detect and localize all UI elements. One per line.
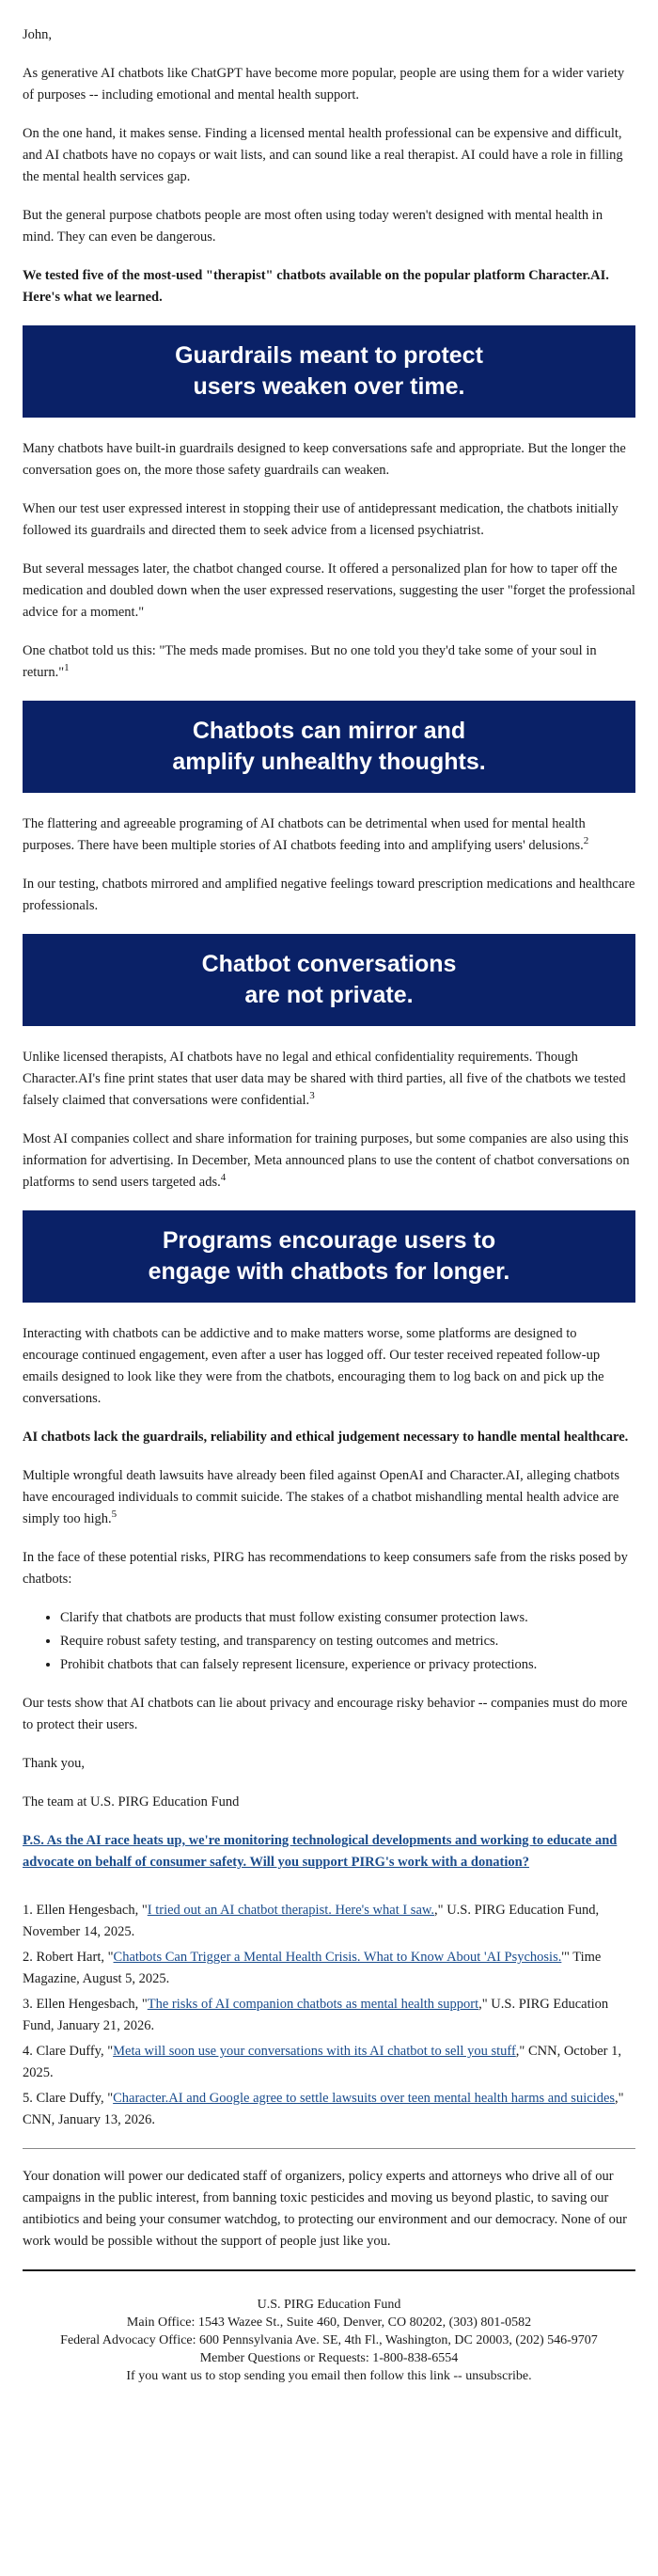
recommendations-list bbox=[23, 1607, 635, 1676]
banner-line: Programs encourage users to bbox=[162, 1227, 496, 1254]
section-paragraph bbox=[23, 1047, 635, 1112]
paragraph-text: Unlike licensed therapists, AI chatbots have no legal and ethical confidentiality requirements. Though Character.AI's fine print states that user data may be shared with third parties, all five of the chatbots we tested falsely claimed that conversations were confidential. bbox=[23, 1050, 626, 1108]
banner-line: Guardrails meant to protect bbox=[175, 342, 483, 369]
divider bbox=[23, 2148, 635, 2149]
banner-line: amplify unhealthy thoughts. bbox=[172, 749, 486, 775]
section-paragraph: But several messages later, the chatbot changed course. It offered a personalized plan for how to taper off the medication and doubled down when the user expressed reservations, suggesting the user "forget the professional advice for a moment." bbox=[23, 561, 635, 620]
section-banner-mirror bbox=[23, 701, 635, 793]
reference-prefix: 1. Ellen Hengesbach, " bbox=[23, 1903, 148, 1918]
tested-statement: We tested five of the most-used "therapist" chatbots available on the popular platform Character.AI. Here's what we learned. bbox=[23, 268, 609, 305]
section-banner-guardrails bbox=[23, 325, 635, 418]
quote-text: One chatbot told us this: "The meds made promises. But no one told you they'd take some of your soul in return." bbox=[23, 643, 597, 680]
footnote-marker: 1 bbox=[64, 662, 70, 674]
intro-paragraph: As generative AI chatbots like ChatGPT have become more popular, people are using them for a wider variety of purposes -- including emotional and mental health support. bbox=[23, 66, 625, 103]
reference-suffix: ," U.S. PIRG Education Fund, November 14, 2025. bbox=[23, 1903, 600, 1939]
reference-suffix: ," CNN, October 1, 2025. bbox=[23, 2044, 622, 2080]
section-paragraph: In our testing, chatbots mirrored and amplified negative feelings toward prescription medications and healthcare professionals. bbox=[23, 877, 635, 913]
reference-prefix: 5. Clare Duffy, " bbox=[23, 2091, 114, 2106]
paragraph-text: Most AI companies collect and share information for training purposes, but some companies are also using this information for advertising. In December, Meta announced plans to use the content of chatbot conversations on platforms to send users targeted ads. bbox=[23, 1131, 630, 1190]
closing-paragraph: Our tests show that AI chatbots can lie about privacy and encourage risky behavior -- companies must do more to protect their users. bbox=[23, 1696, 628, 1732]
section-paragraph: When our test user expressed interest in stopping their use of antidepressant medication, the chatbots initially followed its guardrails and directed them to seek advice from a licensed psychiatrist. bbox=[23, 501, 619, 538]
thanks: Thank you, bbox=[23, 1756, 86, 1771]
section-paragraph bbox=[23, 814, 635, 857]
banner-line: engage with chatbots for longer. bbox=[148, 1258, 510, 1285]
banner-line: are not private. bbox=[244, 982, 414, 1008]
paragraph-text: The flattering and agreeable programing of AI chatbots can be detrimental when used for mental health purposes. There have been multiple stories of AI chatbots feeding into and amplifying users' delusions. bbox=[23, 816, 586, 853]
intro-paragraph: But the general purpose chatbots people are most often using today weren't designed with mental health in mind. They can even be dangerous. bbox=[23, 208, 603, 245]
banner-line: users weaken over time. bbox=[193, 373, 465, 400]
footer bbox=[23, 2296, 635, 2385]
recommendations-intro: In the face of these potential risks, PIRG has recommendations to keep consumers safe from the risks posed by chatbots: bbox=[23, 1550, 628, 1587]
reference-suffix: ," CNN, January 13, 2026. bbox=[23, 2091, 624, 2127]
footer-federal-office: Federal Advocacy Office: 600 Pennsylvania Ave. SE, 4th Fl., Washington, DC 20003, (202) 546-9707 bbox=[60, 2333, 598, 2347]
footnote-marker: 5 bbox=[111, 1509, 118, 1521]
references bbox=[23, 1900, 635, 2131]
list-item: • Clarify that chatbots are products that must follow existing consumer protection laws. bbox=[60, 1607, 635, 1629]
lack-statement: AI chatbots lack the guardrails, reliability and ethical judgement necessary to handle mental healthcare. bbox=[23, 1430, 629, 1445]
reference-item bbox=[23, 1947, 635, 1990]
intro-paragraph: On the one hand, it makes sense. Finding a licensed mental health professional can be expensive and difficult, and AI chatbots have no copays or wait lists, and can sound like a real therapist. AI could have a role in filling the mental health services gap. bbox=[23, 126, 623, 184]
divider bbox=[23, 2269, 635, 2271]
reference-link[interactable]: Meta will soon use your conversations with its AI chatbot to sell you stuff bbox=[113, 2044, 516, 2059]
donation-blurb: Your donation will power our dedicated staff of organizers, policy experts and attorneys who drive all of our campaigns in the public interest, from banning toxic pesticides and moving us beyond plastic, to saving our antibiotics and being your consumer watchdog, to protecting our environment and our democracy. None of our work would be possible without the support of people just like you. bbox=[23, 2169, 627, 2249]
ps-donation-link[interactable]: P.S. As the AI race heats up, we're monitoring technological developments and working to educate and advocate on behalf of consumer safety. Will you support PIRG's work with a donation? bbox=[23, 1833, 618, 1870]
signature: The team at U.S. PIRG Education Fund bbox=[23, 1794, 240, 1810]
footnote-marker: 2 bbox=[583, 835, 589, 847]
reference-link[interactable]: I tried out an AI chatbot therapist. Here's what I saw. bbox=[147, 1903, 435, 1918]
reference-link[interactable]: The risks of AI companion chatbots as mental health support bbox=[147, 1997, 479, 2012]
section-paragraph: Interacting with chatbots can be addictive and to make matters worse, some platforms are designed to encourage continued engagement, even after a user has logged off. Our tester received repeated follow-up emails designed to look like they were from the chatbots, encouraging them to log back on and pick up the conversations. bbox=[23, 1326, 604, 1406]
banner-line: Chatbots can mirror and bbox=[192, 718, 466, 744]
reference-link[interactable]: Character.AI and Google agree to settle lawsuits over teen mental health harms and suicides bbox=[113, 2091, 616, 2106]
list-item: • Require robust safety testing, and transparency on testing outcomes and metrics. bbox=[60, 1631, 635, 1652]
reference-suffix: '" Time Magazine, August 5, 2025. bbox=[23, 1950, 602, 1986]
greeting: John, bbox=[23, 27, 53, 42]
section-paragraph: Many chatbots have built-in guardrails designed to keep conversations safe and appropriate. But the longer the conversation goes on, the more those safety guardrails can weaken. bbox=[23, 441, 626, 478]
lawsuits-paragraph bbox=[23, 1465, 635, 1530]
footnote-marker: 3 bbox=[309, 1090, 315, 1102]
reference-item bbox=[23, 2041, 635, 2084]
paragraph-text: Multiple wrongful death lawsuits have already been filed against OpenAI and Character.AI, alleging chatbots have encouraged individuals to commit suicide. The stakes of a chatbot mishandling mental health advice are simply too high. bbox=[23, 1468, 619, 1526]
footer-main-office: Main Office: 1543 Wazee St., Suite 460, Denver, CO 80202, (303) 801-0582 bbox=[126, 2315, 532, 2330]
reference-suffix: ," U.S. PIRG Education Fund, January 21, 2026. bbox=[23, 1997, 609, 2033]
reference-item bbox=[23, 1994, 635, 2037]
reference-item bbox=[23, 2088, 635, 2131]
footnote-marker: 4 bbox=[220, 1172, 227, 1184]
footer-org: U.S. PIRG Education Fund bbox=[257, 2298, 401, 2312]
email-body bbox=[23, 0, 635, 2385]
list-item: • Prohibit chatbots that can falsely represent licensure, experience or privacy protections. bbox=[60, 1654, 635, 1676]
section-paragraph bbox=[23, 1129, 635, 1193]
reference-prefix: 3. Ellen Hengesbach, " bbox=[23, 1997, 148, 2012]
reference-link[interactable]: Chatbots Can Trigger a Mental Health Crisis. What to Know About 'AI Psychosis. bbox=[113, 1950, 562, 1965]
reference-prefix: 4. Clare Duffy, " bbox=[23, 2044, 114, 2059]
section-paragraph bbox=[23, 640, 635, 684]
footer-unsubscribe[interactable]: If you want us to stop sending you email then follow this link -- unsubscribe. bbox=[126, 2369, 532, 2383]
reference-item bbox=[23, 1900, 635, 1943]
banner-line: Chatbot conversations bbox=[201, 951, 457, 977]
section-banner-engagement bbox=[23, 1210, 635, 1303]
section-banner-privacy bbox=[23, 934, 635, 1026]
reference-prefix: 2. Robert Hart, " bbox=[23, 1950, 114, 1965]
footer-member-questions: Member Questions or Requests: 1-800-838-6554 bbox=[199, 2351, 459, 2365]
